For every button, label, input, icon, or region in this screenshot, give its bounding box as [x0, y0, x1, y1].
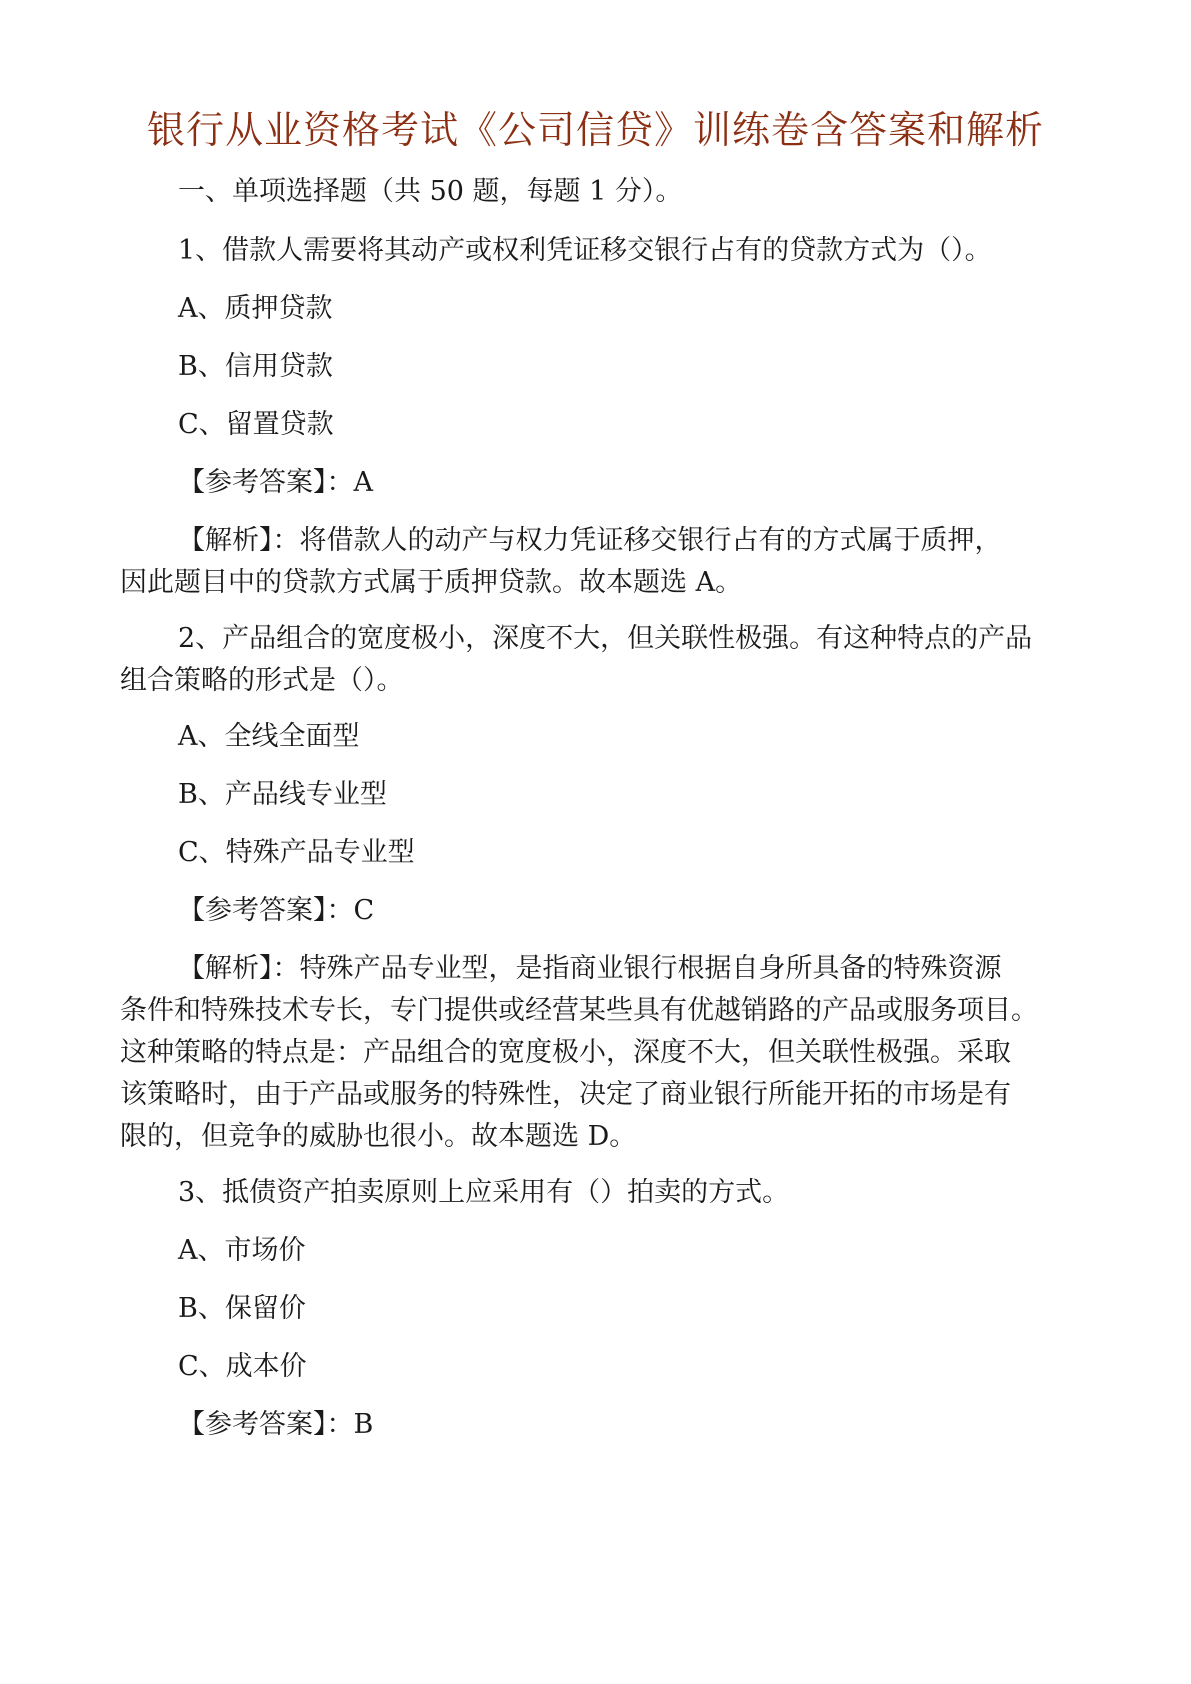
document-title: 银行从业资格考试《公司信贷》训练卷含答案和解析 [146, 108, 1044, 152]
explanation-line: 该策略时，由于产品或服务的特殊性，决定了商业银行所能开拓的市场是有 [120, 1079, 1011, 1110]
reference-answer: 【参考答案】：A [178, 467, 373, 498]
explanation-line: 这种策略的特点是：产品组合的宽度极小，深度不大，但关联性极强。采取 [120, 1037, 1011, 1068]
question-stem: 3、抵债资产拍卖原则上应采用有（）拍卖的方式。 [178, 1177, 790, 1208]
explanation-line: 条件和特殊技术专长，专门提供或经营某些具有优越销路的产品或服务项目。 [120, 995, 1038, 1026]
option-b: B、信用贷款 [178, 351, 333, 382]
reference-answer: 【参考答案】：B [178, 1409, 374, 1440]
question-stem: 2、产品组合的宽度极小，深度不大，但关联性极强。有这种特点的产品 [178, 623, 1033, 654]
explanation-line: 限的，但竞争的威胁也很小。故本题选 D。 [120, 1121, 637, 1152]
question-stem: 组合策略的形式是（）。 [120, 665, 404, 696]
explanation-line: 【解析】：将借款人的动产与权力凭证移交银行占有的方式属于质押， [178, 525, 1002, 556]
question-stem: 1、借款人需要将其动产或权利凭证移交银行占有的贷款方式为（）。 [178, 235, 992, 266]
explanation-line: 【解析】：特殊产品专业型，是指商业银行根据自身所具备的特殊资源 [178, 953, 1002, 984]
option-b: B、保留价 [178, 1293, 306, 1324]
option-a: A、市场价 [178, 1235, 306, 1266]
option-a: A、质押贷款 [178, 293, 333, 324]
option-c: C、留置贷款 [178, 409, 334, 440]
option-c: C、成本价 [178, 1351, 307, 1382]
option-b: B、产品线专业型 [178, 779, 387, 810]
explanation-line: 因此题目中的贷款方式属于质押贷款。故本题选 A。 [120, 567, 743, 598]
option-a: A、全线全面型 [178, 721, 360, 752]
section-heading: 一、单项选择题（共 50 题，每题 1 分）。 [178, 176, 683, 207]
reference-answer: 【参考答案】：C [178, 895, 375, 926]
option-c: C、特殊产品专业型 [178, 837, 415, 868]
